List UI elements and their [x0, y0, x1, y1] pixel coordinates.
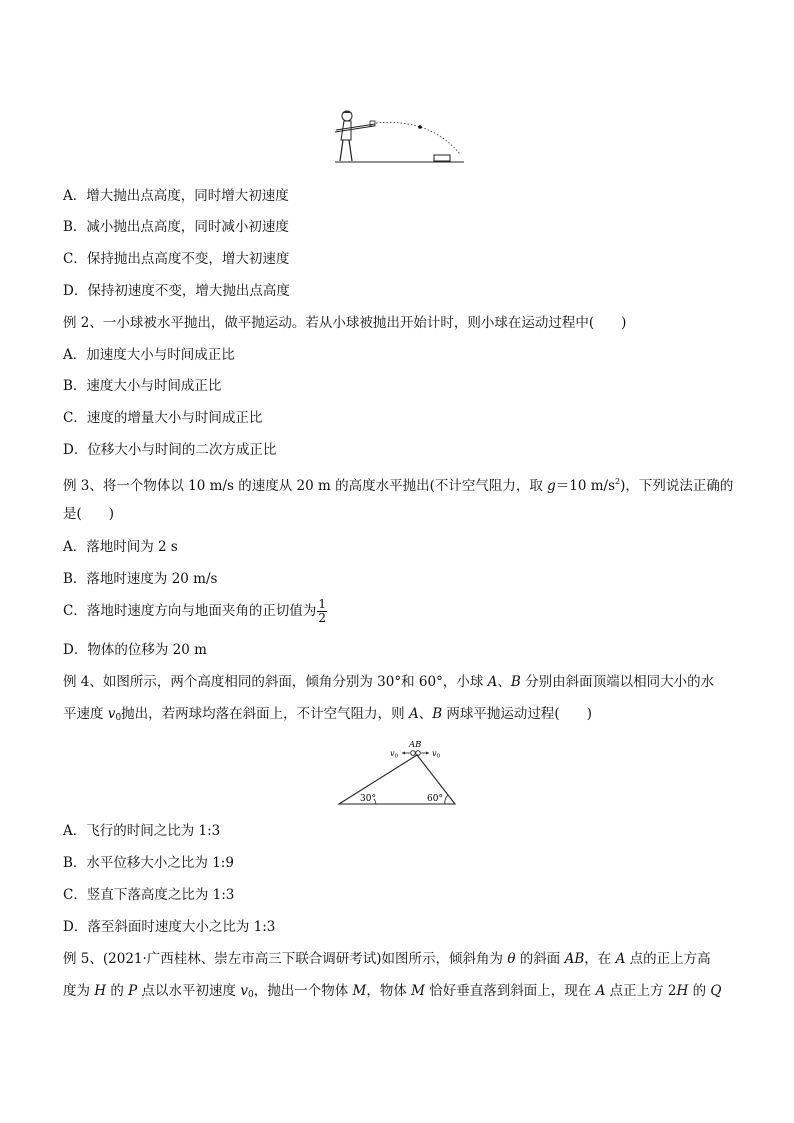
person-hair: [342, 111, 352, 114]
ex4-option-b: B．水平位移大小之比为 1:9: [63, 855, 234, 871]
ball-b: [416, 751, 421, 756]
incline-diagram: [332, 737, 462, 809]
q1-option-c: C．保持抛出点高度不变，增大初速度: [63, 251, 290, 267]
target-box: [434, 155, 450, 161]
label-angle-60: 60°: [427, 794, 443, 804]
ex3-stem-line2: 是( ): [63, 506, 115, 522]
q1-option-a: A．增大抛出点高度，同时增大初速度: [63, 188, 289, 204]
incline-figure: [332, 737, 462, 809]
ex2-option-b: B．速度大小与时间成正比: [63, 378, 222, 394]
throw-diagram: [330, 106, 470, 164]
label-v0-left: v0: [390, 749, 399, 760]
ex4-stem-line1: 例 4、如图所示，两个高度相同的斜面，倾角分别为 30°和 60°，小球 A、B 分别由斜面顶端以相同大小的水: [63, 674, 715, 690]
person-leg-right: [349, 140, 352, 161]
ex3-option-d: D．物体的位移为 20 m: [63, 642, 207, 658]
ex2-option-c: C．速度的增量大小与时间成正比: [63, 410, 263, 426]
ex3-option-b: B．落地时速度为 20 m/s: [63, 571, 218, 587]
ball: [418, 125, 422, 129]
arc-60: [445, 795, 448, 804]
ex4-option-d: D．落至斜面时速度大小之比为 1:3: [63, 919, 276, 935]
ex3-option-c: C．落地时速度方向与地面夹角的正切值为 $\frac{1}{2}$: [63, 597, 326, 625]
label-v0-right: v0: [432, 749, 441, 760]
fraction-one-half: $\frac{1}{2}$: [318, 597, 326, 625]
trajectory: [376, 122, 460, 154]
arrowhead-left: [402, 752, 405, 755]
ex5-stem-line2: 度为 H 的 P 点以水平初速度 $v_0$，抛出一个物体 M，物体 M 恰好垂直落到斜面上，现在 A 点正上方 2H 的 Q: [63, 983, 722, 1000]
ex3-option-a: A．落地时间为 2 s: [63, 539, 178, 555]
ex3-stem: 例 3、将一个物体以 10 m/s 的速度从 20 m 的高度水平抛出(不计空气阻力，取 g＝10 $m/s^2$)，下列说法正确的: [63, 477, 734, 494]
ex2-stem: 例 2、一小球被水平抛出，做平抛运动。若从小球被抛出开始计时，则小球在运动过程中( ): [63, 315, 627, 331]
q1-option-d: D．保持初速度不变，增大抛出点高度: [63, 283, 290, 299]
hand: [370, 121, 375, 126]
person-leg-left: [340, 140, 343, 161]
q1-option-b: B．减小抛出点高度，同时减小初速度: [63, 219, 289, 235]
ex4-option-a: A．飞行的时间之比为 1:3: [63, 823, 221, 839]
label-angle-30: 30°: [360, 794, 376, 804]
arrowhead-right: [426, 752, 429, 755]
ex2-option-a: A．加速度大小与时间成正比: [63, 347, 235, 363]
ex2-option-d: D．位移大小与时间的二次方成正比: [63, 442, 277, 458]
ball-a: [411, 751, 416, 756]
throw-figure: [330, 106, 470, 164]
label-ab: AB: [409, 740, 422, 750]
ex4-stem-line2: 平速度 $v_0$抛出，若两球均落在斜面上，不计空气阻力，则 A、B 两球平抛运动过程( ): [63, 706, 592, 723]
ex5-stem-line1: 例 5、(2021·广西桂林、崇左市高三下联合调研考试)如图所示，倾斜角为 θ 的斜面 AB，在 A 点的正上方高: [63, 951, 711, 967]
ex4-option-c: C．竖直下落高度之比为 1:3: [63, 887, 235, 903]
